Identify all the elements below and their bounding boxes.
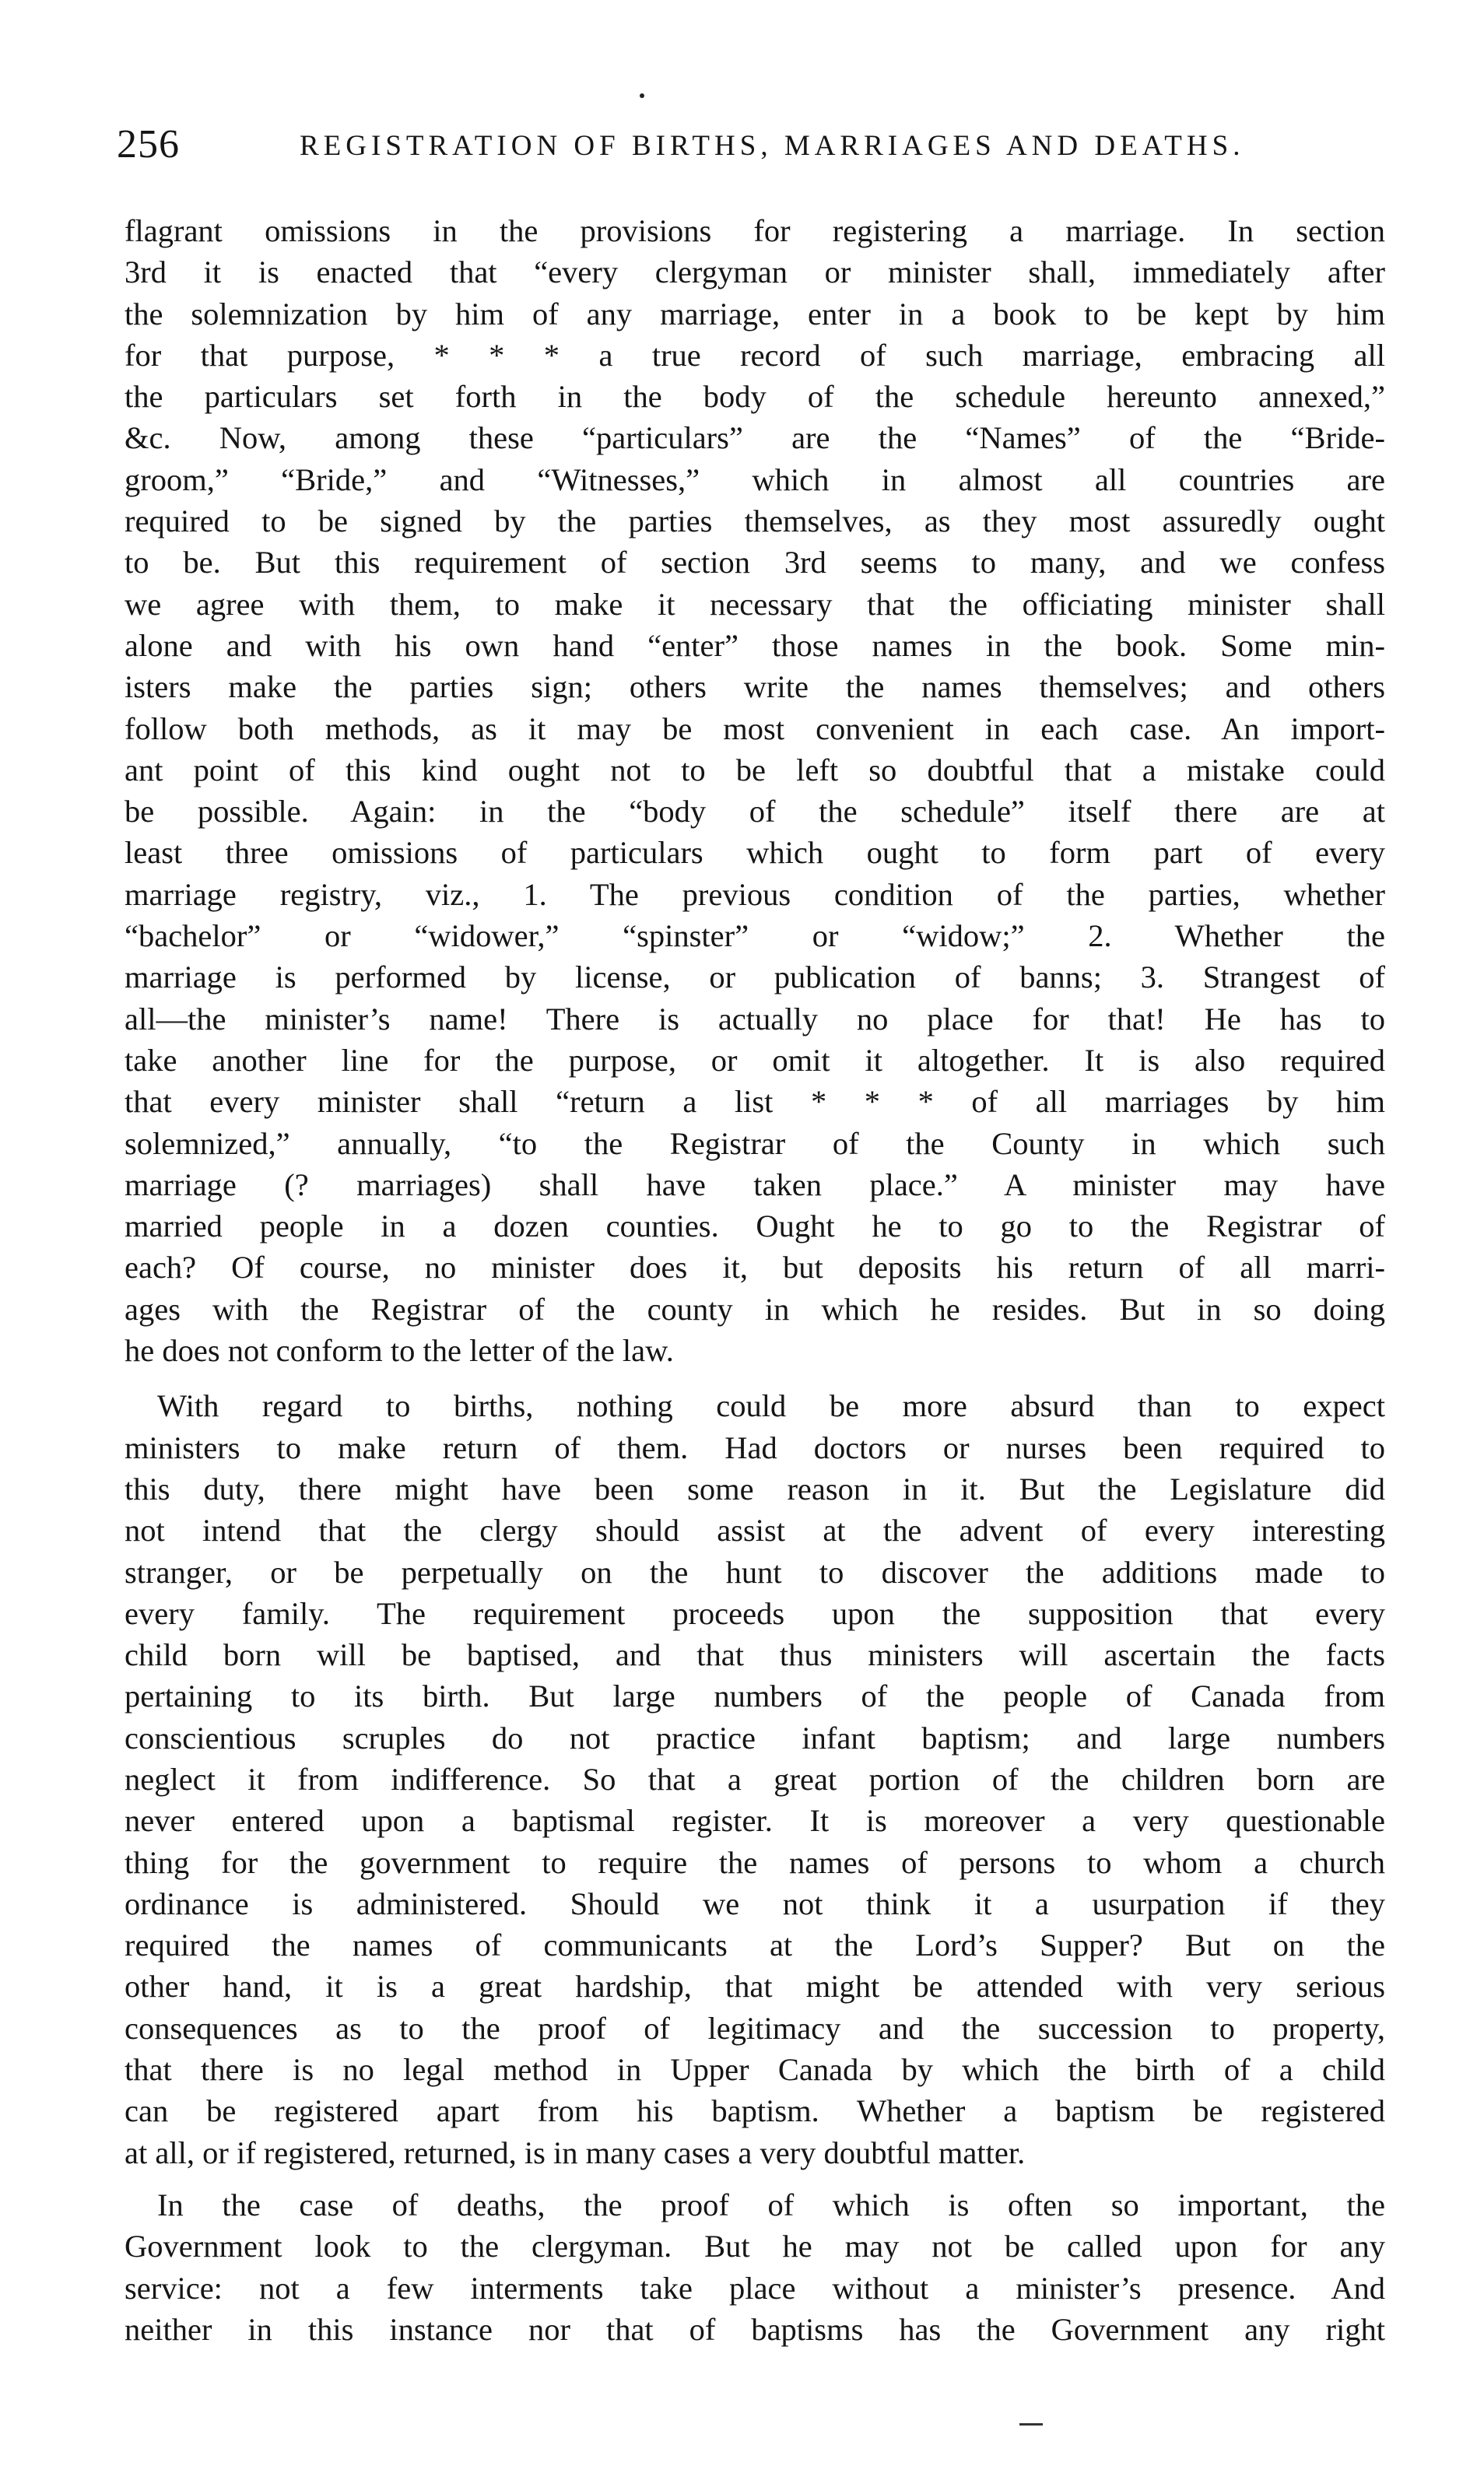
text-line: stranger, or be perpetually on the hunt to discover the additions made to (125, 1554, 1385, 1590)
text-line: groom,” “Bride,” and “Witnesses,” which in almost all countries are (125, 461, 1385, 497)
text-line: service: not a few interments take place without a minister’s presence. And (125, 2270, 1385, 2306)
text-line: at all, or if registered, returned, is in many cases a very doubtful matter. (125, 2134, 1026, 2170)
text-line: for that purpose, * * * a true record of such marriage, embracing all (125, 337, 1385, 373)
text-line: 3rd it is enacted that “every clergyman or minister shall, immediately after (125, 254, 1385, 290)
text-line: ages with the Registrar of the county in which he resides. But in so doing (125, 1291, 1385, 1327)
text-line: “bachelor” or “widower,” “spinster” or “widow;” 2. Whether the (125, 918, 1385, 954)
text-line: married people in a dozen counties. Ought he to go to the Registrar of (125, 1208, 1385, 1244)
text-line: the particulars set forth in the body of the schedule hereunto annexed,” (125, 379, 1385, 415)
text-line: conscientious scruples do not practice infant baptism; and large numbers (125, 1720, 1385, 1756)
running-head: REGISTRATION OF BIRTHS, MARRIAGES AND DEATHS. (300, 130, 1245, 162)
text-line: that every minister shall “return a list * * * of all marriages by him (125, 1084, 1385, 1120)
text-line: consequences as to the proof of legitimacy and the succession to property, (125, 2010, 1385, 2046)
text-line: take another line for the purpose, or omit it altogether. It is also required (125, 1042, 1385, 1078)
text-line: required the names of communicants at the Lord’s Supper? But on the (125, 1928, 1385, 1963)
text-line: thing for the government to require the names of persons to whom a church (125, 1844, 1385, 1880)
text-line: ordinance is administered. Should we not think it a usurpation if they (125, 1885, 1385, 1921)
text-line: be possible. Again: in the “body of the schedule” itself there are at (125, 794, 1385, 830)
text-line: child born will be baptised, and that thus ministers will ascertain the facts (125, 1637, 1385, 1673)
text-line: marriage is performed by license, or publication of banns; 3. Strangest of (125, 959, 1385, 995)
text-line: neglect it from indifference. So that a great portion of the children born are (125, 1761, 1385, 1797)
text-line: With regard to births, nothing could be more absurd than to expect (157, 1388, 1385, 1424)
top-dot-mark (640, 93, 644, 98)
text-line: &c. Now, among these “particulars” are the “Names” of the “Bride- (125, 420, 1385, 456)
text-line: the solemnization by him of any marriage, enter in a book to be kept by him (125, 296, 1385, 331)
text-line: marriage (? marriages) shall have taken place.” A minister may have (125, 1166, 1385, 1202)
text-line: this duty, there might have been some reason in it. But the Legislature did (125, 1471, 1385, 1507)
text-line: In the case of deaths, the proof of which is often so important, the (157, 2187, 1385, 2222)
text-line: never entered upon a baptismal register. It is moreover a very questionable (125, 1803, 1385, 1839)
text-line: ministers to make return of them. Had doctors or nurses been required to (125, 1429, 1385, 1465)
text-line: follow both methods, as it may be most convenient in each case. An import- (125, 710, 1385, 746)
text-line: he does not conform to the letter of the law. (125, 1333, 674, 1369)
paragraph-birth-registration (125, 1385, 1385, 2173)
text-line: pertaining to its birth. But large numbers of the people of Canada from (125, 1678, 1385, 1714)
text-line: every family. The requirement proceeds upon the supposition that every (125, 1595, 1385, 1631)
text-line: neither in this instance nor that of baptisms has the Government any right (125, 2311, 1385, 2347)
text-line: flagrant omissions in the provisions for registering a marriage. In section (125, 213, 1385, 248)
paragraph-death-registration (125, 2184, 1385, 2350)
text-line: alone and with his own hand “enter” those names in the book. Some min- (125, 627, 1385, 663)
text-line: to be. But this requirement of section 3rd seems to many, and we confess (125, 545, 1385, 581)
page-number: 256 (117, 122, 180, 167)
text-line: that there is no legal method in Upper Canada by which the birth of a child (125, 2052, 1385, 2088)
text-line: ant point of this kind ought not to be left so doubtful that a mistake could (125, 752, 1385, 787)
text-line: least three omissions of particulars which ought to form part of every (125, 835, 1385, 871)
text-line: marriage registry, viz., 1. The previous condition of the parties, whether (125, 876, 1385, 912)
text-line: can be registered apart from his baptism. Whether a baptism be registered (125, 2093, 1385, 2129)
text-line: we agree with them, to make it necessary that the officiating minister shall (125, 586, 1385, 622)
paragraph-marriage-registration (125, 210, 1385, 1371)
text-line: isters make the parties sign; others write the names themselves; and others (125, 669, 1385, 705)
body-text (125, 210, 1385, 2350)
text-line: other hand, it is a great hardship, that might be attended with very serious (125, 1969, 1385, 2005)
bottom-dash-mark (1019, 2423, 1043, 2426)
text-line: not intend that the clergy should assist at the advent of every interesting (125, 1513, 1385, 1549)
text-line: Government look to the clergyman. But he may not be called upon for any (125, 2229, 1385, 2264)
text-line: all—the minister’s name! There is actually no place for that! He has to (125, 1001, 1385, 1037)
page-header (117, 117, 1389, 179)
text-line: solemnized,” annually, “to the Registrar of the County in which such (125, 1125, 1385, 1161)
text-line: each? Of course, no minister does it, but deposits his return of all marri- (125, 1250, 1385, 1286)
text-line: required to be signed by the parties themselves, as they most assuredly ought (125, 503, 1385, 539)
